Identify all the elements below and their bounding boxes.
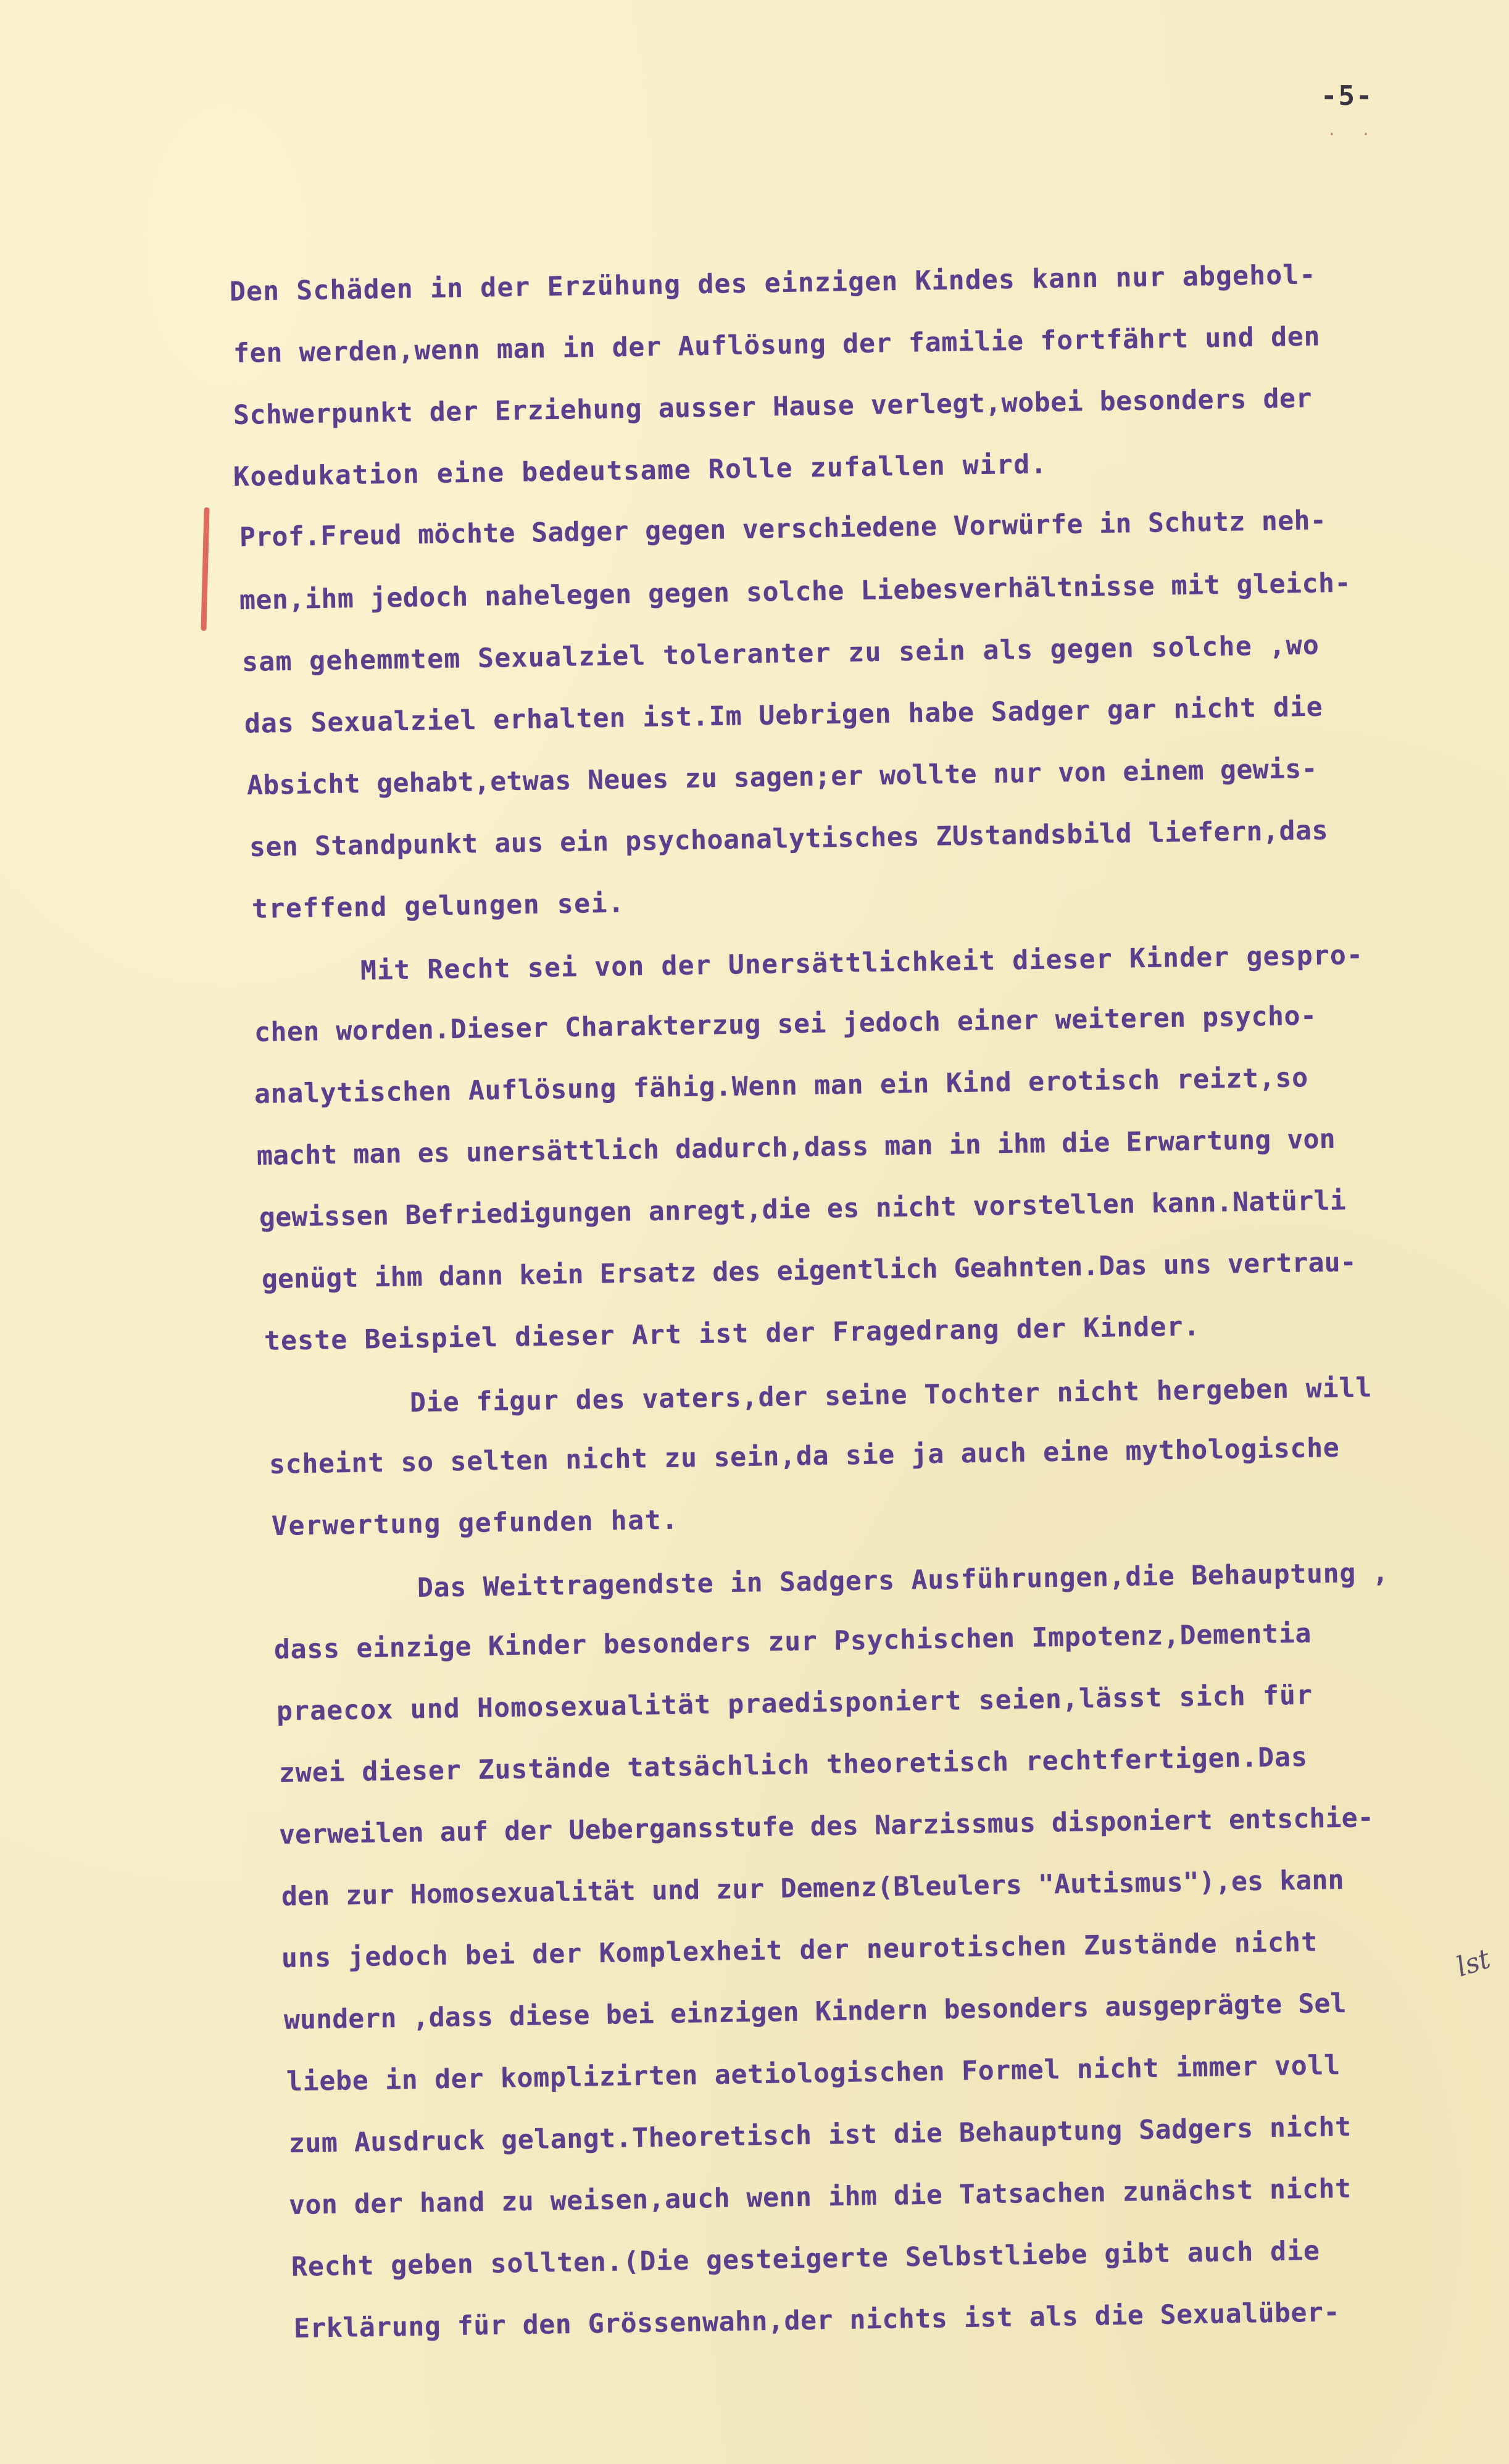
text-line: sam gehemmtem Sexualziel toleranter zu sein als gegen solche ,wo	[241, 630, 1320, 678]
text-line: zwei dieser Zustände tatsächlich theoretisch rechtfertigen.Das	[278, 1741, 1308, 1789]
handwritten-margin-note: lst	[1452, 1942, 1494, 1984]
text-line: fen werden,wenn man in der Auflösung der familie fortfährt und den	[233, 321, 1321, 369]
page-number-marks: . .	[1327, 121, 1378, 139]
text-line: das Sexualziel erhalten ist.Im Uebrigen habe Sadger gar nicht die	[244, 691, 1323, 739]
text-line: treffend gelungen sei.	[251, 888, 626, 925]
text-line: Die figur des vaters,der seine Tochter nicht hergeben will	[409, 1372, 1373, 1418]
text-line: liebe in der komplizirten aetiologischen Formel nicht immer voll	[286, 2050, 1341, 2097]
text-line: Absicht gehabt,etwas Neues zu sagen;er wollte nur von einem gewis-	[246, 753, 1318, 801]
text-line: Schwerpunkt der Erziehung ausser Hause verlegt,wobei besonders der	[233, 383, 1313, 431]
text-line: sen Standpunkt aus ein psychoanalytisches ZUstandsbild liefern,das	[249, 815, 1329, 863]
text-line: Das Weittragendste in Sadgers Ausführungen,die Behauptung ,	[417, 1557, 1389, 1604]
text-line: genügt ihm dann kein Ersatz des eigentlich Geahnten.Das uns vertrau-	[261, 1247, 1357, 1295]
text-line: men,ihm jedoch nahelegen gegen solche Liebesverhältnisse mit gleich-	[239, 567, 1352, 616]
text-line: uns jedoch bei der Komplexheit der neurotischen Zustände nicht	[281, 1926, 1318, 1974]
text-line: praecox und Homosexualität praedisponiert seien,lässt sich für	[276, 1679, 1313, 1727]
text-line: dass einzige Kinder besonders zur Psychischen Impotenz,Dementia	[273, 1618, 1312, 1665]
text-line: wundern ,dass diese bei einzigen Kindern besonders ausgeprägte Sel	[283, 1987, 1347, 2036]
text-line: Koedukation eine bedeutsame Rolle zufallen wird.	[233, 449, 1048, 493]
page-number: -5-	[1321, 80, 1374, 112]
text-line: gewissen Befriedigungen anregt,die es nicht vorstellen kann.Natürli	[259, 1185, 1347, 1233]
text-line: verweilen auf der Uebergansstufe des Narzissmus disponiert entschie-	[278, 1802, 1374, 1850]
text-line: chen worden.Dieser Charakterzug sei jedoch einer weiteren psycho-	[254, 1000, 1317, 1048]
text-line: Den Schäden in der Erzühung des einzigen Kindes kann nur abgehol-	[229, 259, 1316, 307]
text-line: Recht geben sollten.(Die gesteigerte Selbstliebe gibt auch die	[291, 2235, 1321, 2283]
text-line: macht man es unersättlich dadurch,dass man in ihm die Erwartung von	[256, 1123, 1336, 1172]
text-line: Mit Recht sei von der Unersättlichkeit dieser Kinder gespro-	[360, 939, 1364, 986]
text-line: scheint so selten nicht zu sein,da sie ja auch eine mythologische	[268, 1432, 1340, 1480]
text-line: analytischen Auflösung fähig.Wenn man ein Kind erotisch reizt,so	[254, 1062, 1309, 1110]
text-line: Erklärung für den Grössenwahn,der nichts ist als die Sexualüber-	[293, 2297, 1341, 2344]
text-line: den zur Homosexualität und zur Demenz(Bleulers "Autismus"),es kann	[281, 1864, 1345, 1912]
text-line: von der hand zu weisen,auch wenn ihm die Tatsachen zunächst nicht	[288, 2173, 1352, 2221]
text-line: teste Beispiel dieser Art ist der Fragedrang der Kinder.	[264, 1311, 1201, 1357]
text-line: Prof.Freud möchte Sadger gegen verschiedene Vorwürfe in Schutz neh-	[239, 505, 1327, 553]
text-line: zum Ausdruck gelangt.Theoretisch ist die Behauptung Sadgers nicht	[288, 2111, 1352, 2159]
text-line: Verwertung gefunden hat.	[271, 1504, 680, 1542]
